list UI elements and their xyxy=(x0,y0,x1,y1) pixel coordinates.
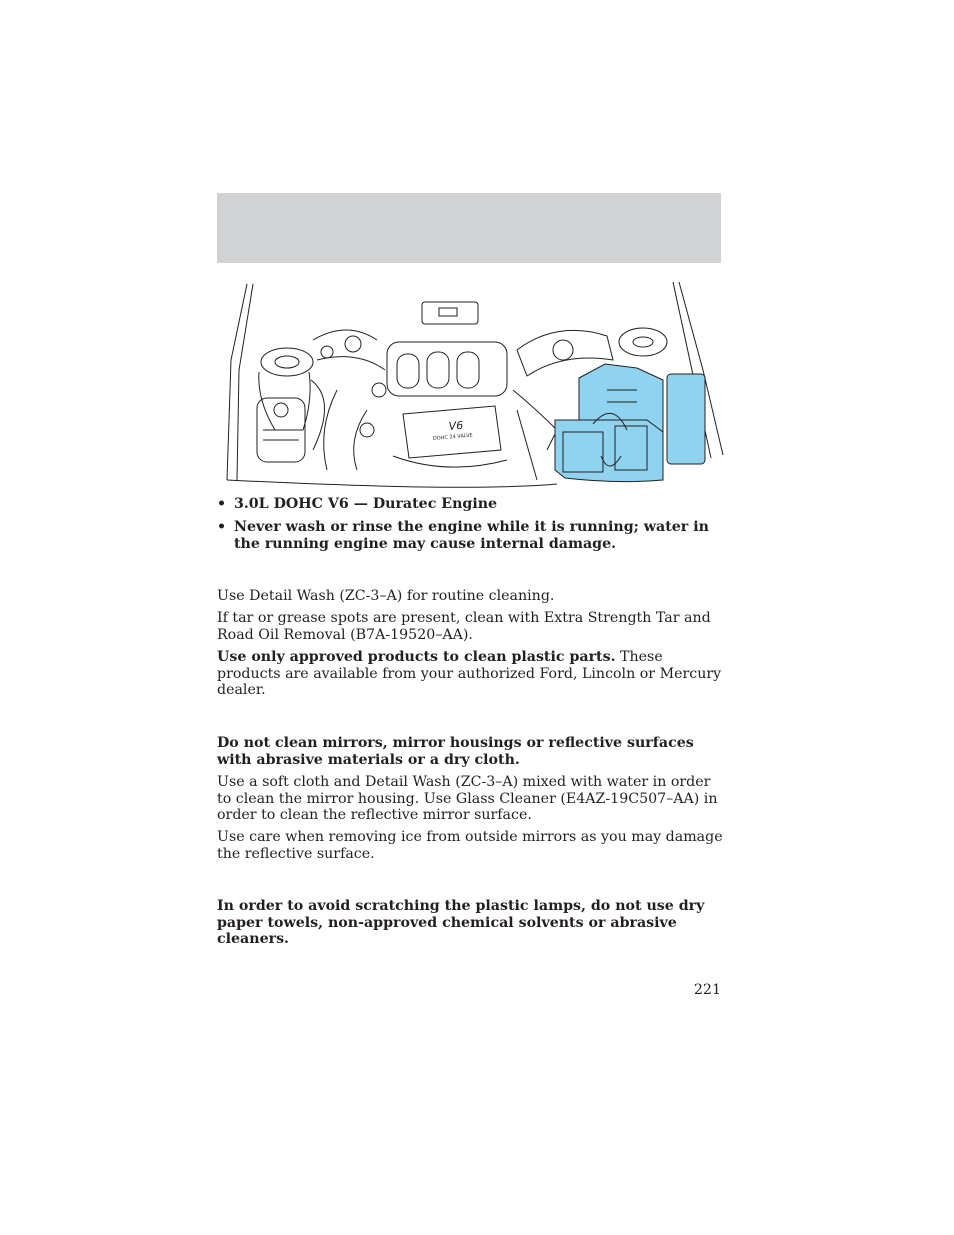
plastic-approved-products-bold: Use only approved products to clean plastic parts. xyxy=(217,649,616,665)
plastic-tar-grease: If tar or grease spots are present, clean with Extra Strength Tar and Road Oil Removal (B7A-19520–AA). xyxy=(217,610,711,643)
plastic-approved-products-rest: These products are available from your authorized Ford, Lincoln or Mercury dealer. xyxy=(217,649,722,698)
right-strut-tower xyxy=(619,328,667,356)
left-strut-tower xyxy=(261,348,313,376)
plastic-approved-products xyxy=(217,649,727,699)
mirrors-cleaning-instructions: Use a soft cloth and Detail Wash (ZC-3–A) mixed with water in order to clean the mirror housing. Use Glass Cleaner (E4AZ-19C507–AA) in order to clean the reflective mirror surface. xyxy=(217,774,718,823)
fuse-box xyxy=(667,374,705,464)
mirrors-ice-caution: Use care when removing ice from outside mirrors as you may damage the reflective surface. xyxy=(217,829,723,862)
bullet-symbol: • xyxy=(217,496,227,512)
bullet-engine-type-text: 3.0L DOHC V6 — Duratec Engine xyxy=(234,496,498,512)
engine-badge: V6 xyxy=(448,418,464,433)
bullet-engine-wash-warning-text: Never wash or rinse the engine while it is running; water in the running engine may cause internal damage. xyxy=(234,519,709,552)
engine-badge-sub: DOHC 24 VALVE xyxy=(432,432,473,442)
page-number: 221 xyxy=(693,982,721,998)
plastic-routine-cleaning: Use Detail Wash (ZC-3–A) for routine cleaning. xyxy=(217,588,555,604)
mirrors-warning: Do not clean mirrors, mirror housings or reflective surfaces with abrasive materials or a dry cloth. xyxy=(217,735,694,768)
bullet-symbol: • xyxy=(217,519,227,535)
hood-outline xyxy=(227,284,247,480)
engine-compartment-illustration xyxy=(217,280,727,490)
lamps-warning: In order to avoid scratching the plastic lamps, do not use dry paper towels, non-approved chemical solvents or abrasive cleaners. xyxy=(217,898,705,947)
section-header-band xyxy=(217,193,721,263)
